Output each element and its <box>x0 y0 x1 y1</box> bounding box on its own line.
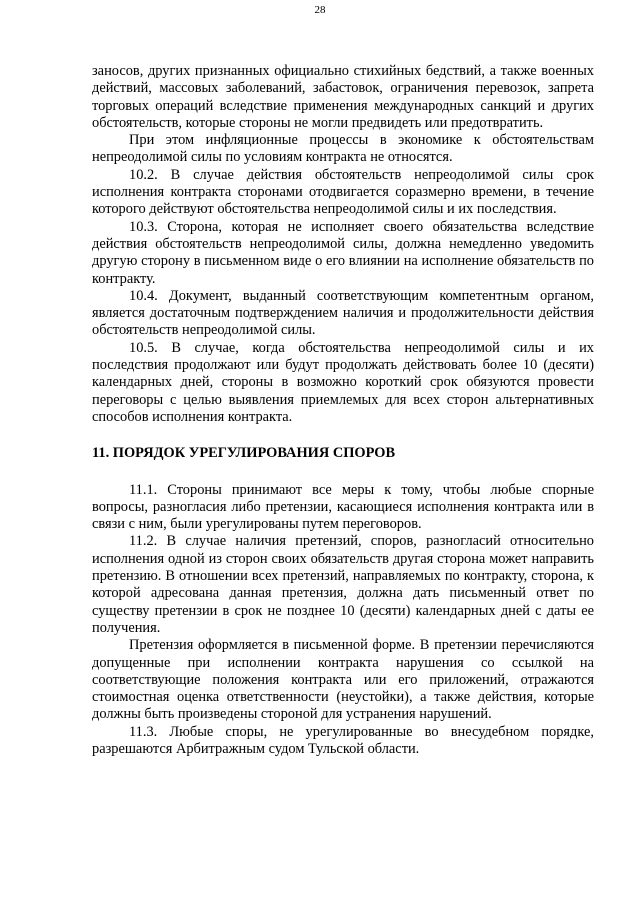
paragraph-10-4: 10.4. Документ, выданный соответствующим компетентным органом, является достаточным подтверждением наличия и продолжительности действия обстоятельств непреодолимой силы. <box>92 287 594 339</box>
paragraph-10-5: 10.5. В случае, когда обстоятельства непреодолимой силы и их последствия продолжают или будут продолжать действовать более 10 (десяти) календарных дней, стороны в возможно короткий срок обязуются провести переговоры с целью выявления приемлемых для всех сторон альтернативных способов исполнения контракта. <box>92 339 594 425</box>
paragraph-11-3: 11.3. Любые споры, не урегулированные во внесудебном порядке, разрешаются Арбитражным судом Тульской области. <box>92 723 594 757</box>
document-body <box>92 63 594 758</box>
section-heading: 11. ПОРЯДОК УРЕГУЛИРОВАНИЯ СПОРОВ <box>92 445 396 462</box>
page-number: 28 <box>314 4 326 16</box>
paragraph-11-2: 11.2. В случае наличия претензий, споров, разногласий относительно исполнения одной из сторон своих обязательств другая сторона может направить претензию. В отношении всех претензий, направляемых по контракту, сторона, к которой адресована данная претензия, должна дать письменный ответ по существу претензии в срок не позднее 10 (десяти) календарных дней с даты ее получения. <box>92 533 594 636</box>
paragraph-continuation: заносов, других признанных официально стихийных бедствий, а также военных действий, массовых заболеваний, забастовок, ограничения перевозок, запрета торговых операций вследствие применения международных санкций и других обстоятельств, которые стороны не могли предвидеть или предотвратить. <box>92 63 594 131</box>
paragraph-11-1: 11.1. Стороны принимают все меры к тому, чтобы любые спорные вопросы, разногласия либо претензии, касающиеся исполнения контракта или в связи с ним, были урегулированы путем переговоров. <box>92 481 594 533</box>
paragraph-10-2: 10.2. В случае действия обстоятельств непреодолимой силы срок исполнения контракта сторонами отодвигается соразмерно времени, в течение которого действуют обстоятельства непреодолимой силы и их последствия. <box>92 166 594 218</box>
paragraph-10-3: 10.3. Сторона, которая не исполняет своего обязательства вследствие действия обстоятельств непреодолимой силы, должна немедленно уведомить другую сторону в письменном виде о его влиянии на исполнение обязательств по контракту. <box>92 218 594 287</box>
paragraph-inflation: При этом инфляционные процессы в экономике к обстоятельствам непреодолимой силы по условиям контракта не относятся. <box>92 132 594 166</box>
paragraph-claim-form: Претензия оформляется в письменной форме. В претензии перечисляются допущенные при исполнении контракта нарушения со ссылкой на соответствующие положения контракта или его приложений, отражаются стоимостная оценка ответственности (неустойки), а также действия, которые должны быть произведены стороной для устранения нарушений. <box>92 637 594 723</box>
